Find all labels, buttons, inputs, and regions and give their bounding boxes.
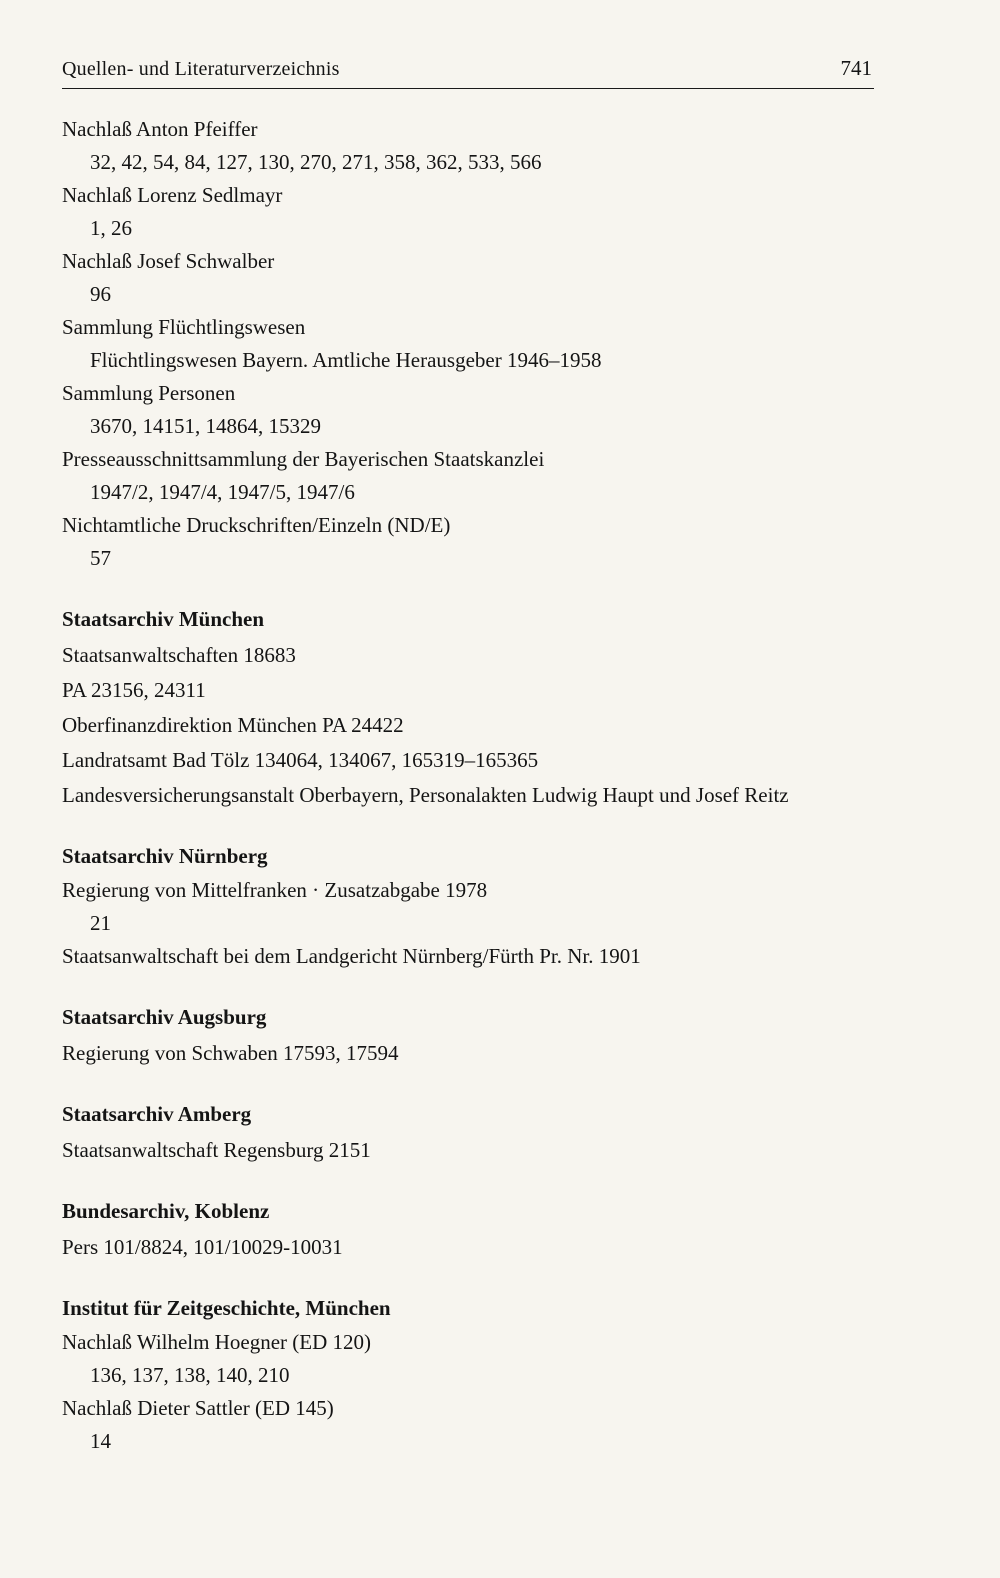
entry-title: Nachlaß Dieter Sattler (ED 145) [62, 1396, 334, 1420]
archive-entry: Landratsamt Bad Tölz 134064, 134067, 165319–165365 [62, 748, 539, 772]
section-heading: Staatsarchiv Amberg [62, 1102, 252, 1126]
entry-details: 136, 137, 138, 140, 210 [90, 1363, 290, 1387]
archive-entry: Staatsanwaltschaften 18683 [62, 643, 296, 667]
archive-section-bundesarchiv-koblenz [62, 1194, 874, 1264]
archive-entry: Staatsanwaltschaft Regensburg 2151 [62, 1138, 371, 1162]
entry-details: 1947/2, 1947/4, 1947/5, 1947/6 [90, 480, 355, 504]
archive-section-staatsarchiv-augsburg [62, 1000, 874, 1070]
entry-title: Presseausschnittsammlung der Bayerischen Staatskanzlei [62, 447, 545, 471]
page-number: 741 [840, 56, 872, 80]
running-header [62, 48, 874, 89]
entry-details: 96 [90, 282, 111, 306]
archive-entry [62, 509, 874, 575]
entry-title: Nachlaß Wilhelm Hoegner (ED 120) [62, 1330, 372, 1354]
entry-details: 14 [90, 1429, 111, 1453]
running-header-title: Quellen- und Literaturverzeichnis [62, 58, 340, 80]
archive-entry [62, 1392, 874, 1458]
entry-title: Nachlaß Josef Schwalber [62, 249, 275, 273]
archive-entry [62, 245, 874, 311]
entry-details: Flüchtlingswesen Bayern. Amtliche Herausgeber 1946–1958 [90, 348, 602, 372]
archive-entry: Regierung von Schwaben 17593, 17594 [62, 1041, 399, 1065]
archive-section-institut-fuer-zeitgeschichte [62, 1291, 874, 1458]
archive-section-continued [62, 113, 874, 575]
archive-section-staatsarchiv-nuernberg [62, 839, 874, 973]
archive-entry [62, 179, 874, 245]
archive-entry: Staatsanwaltschaft bei dem Landgericht Nürnberg/Fürth Pr. Nr. 1901 [62, 944, 641, 968]
bibliography-list [62, 113, 874, 1458]
entry-title: Sammlung Flüchtlingswesen [62, 315, 306, 339]
archive-entry [62, 311, 874, 377]
entry-title: Regierung von Mittelfranken · Zusatzabgabe 1978 [62, 878, 488, 902]
archive-entry [62, 1326, 874, 1392]
entry-title: Nachlaß Anton Pfeiffer [62, 117, 258, 141]
archive-section-staatsarchiv-muenchen [62, 602, 874, 812]
archive-entry: PA 23156, 24311 [62, 678, 206, 702]
archive-section-staatsarchiv-amberg [62, 1097, 874, 1167]
section-heading: Staatsarchiv Nürnberg [62, 844, 268, 868]
archive-entry [62, 113, 874, 179]
section-heading: Bundesarchiv, Koblenz [62, 1199, 270, 1223]
section-heading: Staatsarchiv Augsburg [62, 1005, 267, 1029]
entry-details: 21 [90, 911, 111, 935]
section-heading: Staatsarchiv München [62, 607, 265, 631]
archive-entry [62, 377, 874, 443]
archive-entry: Landesversicherungsanstalt Oberbayern, Personalakten Ludwig Haupt und Josef Reitz [62, 783, 789, 807]
entry-title: Sammlung Personen [62, 381, 236, 405]
archive-entry [62, 443, 874, 509]
archive-entry [62, 874, 874, 940]
entry-title: Nachlaß Lorenz Sedlmayr [62, 183, 283, 207]
archive-entry: Oberfinanzdirektion München PA 24422 [62, 713, 404, 737]
entry-details: 3670, 14151, 14864, 15329 [90, 414, 321, 438]
entry-details: 57 [90, 546, 111, 570]
entry-title: Nichtamtliche Druckschriften/Einzeln (ND/E) [62, 513, 451, 537]
entry-details: 32, 42, 54, 84, 127, 130, 270, 271, 358, 362, 533, 566 [90, 150, 542, 174]
archive-entry: Pers 101/8824, 101/10029-10031 [62, 1235, 343, 1259]
section-heading: Institut für Zeitgeschichte, München [62, 1296, 391, 1320]
entry-details: 1, 26 [90, 216, 132, 240]
